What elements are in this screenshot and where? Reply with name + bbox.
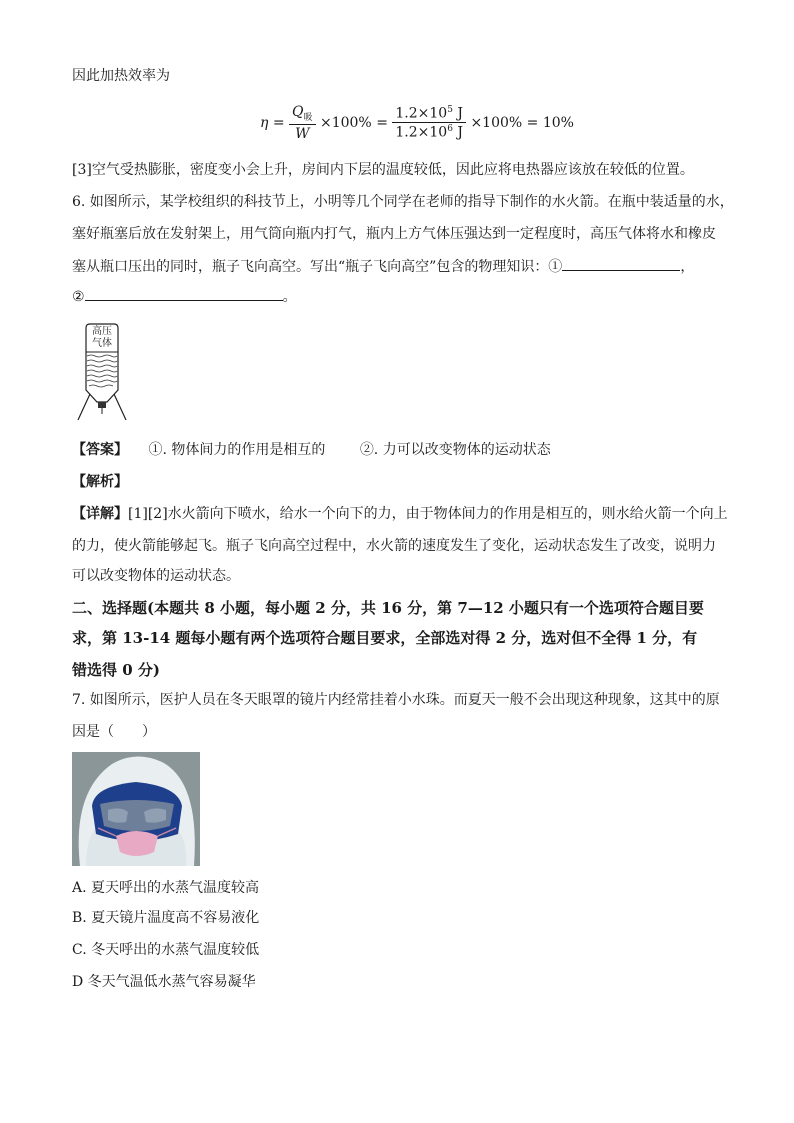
q6-line-4-mark: ② [72,289,85,305]
detail-tag: 【详解】 [72,506,128,522]
formula-q-sub: 吸 [303,112,313,123]
option-b[interactable]: B. 夏天镜片温度高不容易液化 [72,910,260,926]
answer-line [72,440,551,460]
detail-line-3: 可以改变物体的运动状态。 [72,568,240,584]
formula-num-exp: 5 [447,104,453,115]
q6-line-4-end: 。 [282,289,297,305]
q6-line-2: 塞好瓶塞后放在发射架上，用气筒向瓶内打气，瓶内上方气体压强达到一定程度时，高压气体将水和橡皮 [72,226,716,242]
option-d[interactable]: D 冬天气温低水蒸气容易凝华 [72,974,256,990]
formula-fraction-values [392,105,466,141]
option-a[interactable]: A. 夏天呼出的水蒸气温度较高 [72,880,260,896]
q6-line-3 [72,256,694,277]
water-rocket-icon [74,322,130,422]
figure-label-line-1: 高压 [92,326,112,337]
q6-line-1: 6. 如图所示，某学校组织的科技节上，小明等几个同学在老师的指导下制作的水火箭。在瓶中装适量的水， [72,194,734,210]
note-3: [3]空气受热膨胀，密度变小会上升，房间内下层的温度较低，因此应将电热器应该放在较低的位置。 [72,162,694,178]
q6-line-3-text: 塞从瓶口压出的同时，瓶子飞向高空。写出“瓶子飞向高空”包含的物理知识：① [72,259,563,275]
formula-eta: η = [260,114,285,131]
formula-num-unit: J [452,105,463,122]
detail-text-1: [1][2]水火箭向下喷水，给水一个向下的力，由于物体间力的作用是相互的，则水给火箭一个向上 [128,506,728,522]
answer-2: ②. 力可以改变物体的运动状态 [359,442,551,458]
detail-line-1 [72,504,728,524]
section-2-heading-3: 错选得 0 分) [72,661,160,679]
option-c[interactable]: C. 冬天呼出的水蒸气温度较低 [72,942,260,958]
q6-line-4 [72,286,297,307]
formula-times-100: ×100% = [319,114,388,131]
medical-worker-photo [72,752,200,866]
formula-den: 1.2×10 [395,125,448,142]
efficiency-formula [260,104,574,148]
analysis-tag: 【解析】 [72,474,128,490]
formula-result: ×100% = 10% [470,114,574,131]
section-2-heading-1: 二、选择题(本题共 8 小题，每小题 2 分，共 16 分，第 7—12 小题只有一个选项符合题目要 [72,599,704,617]
water-rocket-figure [74,322,130,422]
q6-line-3-end: ， [680,259,695,275]
answer-blank-1[interactable] [562,256,680,271]
answer-tag: 【答案】 [72,442,128,458]
formula-num: 1.2×10 [395,105,448,122]
answer-blank-2[interactable] [85,286,283,301]
formula-den-exp: 6 [447,124,453,135]
q7-line-2: 因是（ ） [72,724,156,740]
q7-line-1: 7. 如图所示，医护人员在冬天眼罩的镜片内经常挂着小水珠。而夏天一般不会出现这种现象，这其中的原 [72,692,720,708]
figure-label-line-2: 气体 [92,338,112,349]
formula-den-unit: J [452,125,463,142]
section-2-heading-2: 求，第 13-14 题每小题有两个选项符合题目要求，全部选对得 2 分，选对但不全得 1 分，有 [72,629,698,647]
answer-1: ①. 物体间力的作用是相互的 [148,442,326,458]
formula-w: W [295,125,310,142]
formula-q: Q [292,104,304,120]
detail-line-2: 的力，使火箭能够起飞。瓶子飞向高空过程中，水火箭的速度发生了变化，运动状态发生了改变，说明力 [72,538,716,554]
formula-fraction-q-w [289,104,316,142]
intro-line: 因此加热效率为 [72,68,170,84]
medical-worker-image-icon [72,752,200,866]
